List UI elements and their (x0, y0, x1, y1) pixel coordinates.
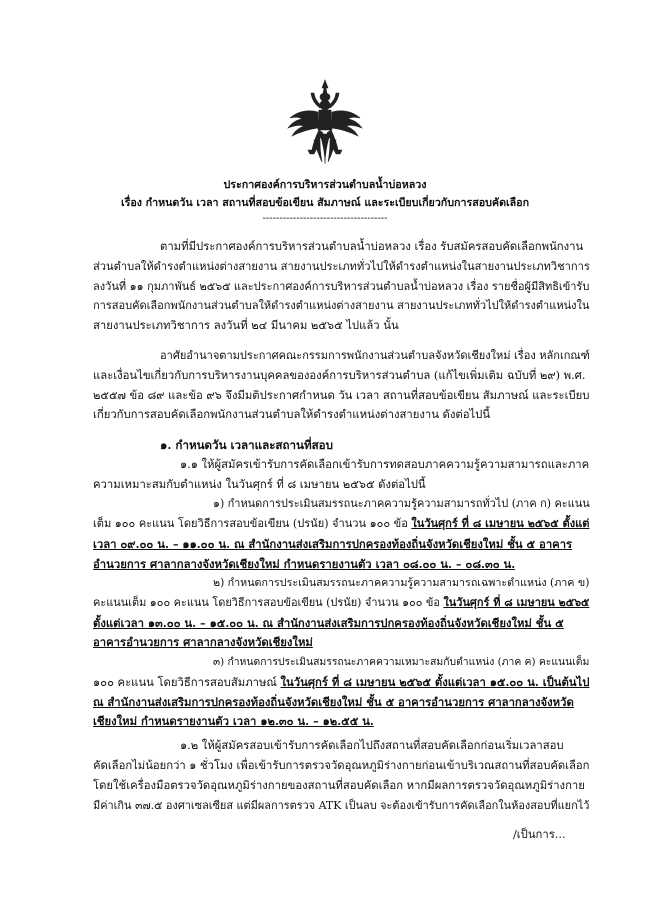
list-item-line: ๑) กำหนดการประเมินสมรรถนะภาคความรู้ความสามารถทั่วไป (ภาค ก) คะแนน (213, 497, 590, 510)
garuda-emblem-icon (284, 78, 366, 168)
list-item-line: ๒) กำหนดการประเมินสมรรถนะภาคความรู้ความสามารถเฉพาะตำแหน่ง (ภาค ข) (213, 576, 590, 589)
exam-venue-emphasis: ณ สำนักงานส่งเสริมการปกครองท้องถิ่นจังหวัดเชียงใหม่ ชั้น ๕ อาคารอำนวยการ ศาลากลางจังหวัด (93, 695, 574, 709)
paragraph-line: ๒๕๕๗ ข้อ ๘๙ และข้อ ๙๖ จึงมีมติประกาศกำหนด วัน เวลา สถานที่สอบข้อเขียน สัมภาษณ์ และระเบียบ (93, 389, 590, 402)
exam-venue-emphasis: เชียงใหม่ กำหนดรายงานตัว เวลา ๑๒.๓๐ น. – ๑๒.๕๕ น. (93, 714, 374, 728)
title-divider: ------------------------------------- (262, 213, 388, 224)
paragraph-line: ๑.๑ ให้ผู้สมัครเข้ารับการคัดเลือกเข้ารับการทดสอบภาคความรู้ความสามารถและภาค (180, 458, 590, 471)
list-item-line: ๓) กำหนดการประเมินสมรรถนะภาคความเหมาะสมกับตำแหน่ง (ภาค ค) คะแนนเต็ม (213, 656, 590, 668)
list-item-line: ๑๐๐ คะแนน โดยวิธีการสอบสัมภาษณ์ ในวันศุกร์ ที่ ๘ เมษายน ๒๕๖๕ ตั้งแต่เวลา ๑๕.๐๐ น. เป็นต้นไป (93, 675, 590, 689)
paragraph-line: สายงานประเภทวิชาการ ลงวันที่ ๒๔ มีนาคม ๒๕๖๕ ไปแล้ว นั้น (93, 319, 399, 332)
continuation-marker: /เป็นการ... (513, 828, 566, 841)
exam-date-emphasis: ในวันศุกร์ ที่ ๘ เมษายน ๒๕๖๕ ตั้งแต่ (411, 517, 590, 530)
list-item-line: เต็ม ๑๐๐ คะแนน โดยวิธีการสอบข้อเขียน (ปรนัย) จำนวน ๑๐๐ ข้อ ในวันศุกร์ ที่ ๘ เมษายน ๒๕๖๕ ตั้งแต่ (93, 517, 590, 530)
paragraph-line: ๑.๒ ให้ผู้สมัครสอบเข้ารับการคัดเลือกไปถึงสถานที่สอบคัดเลือกก่อนเริ่มเวลาสอบ (180, 739, 564, 752)
section-heading: ๑. กำหนดวัน เวลาและสถานที่สอบ (160, 438, 333, 452)
paragraph-line: มีค่าเกิน ๓๗.๕ องศาเซลเซียส แต่มีผลการตรวจ ATK เป็นลบ จะต้องเข้ารับการคัดเลือกในห้องสอบที่แยกไว้ (93, 799, 590, 812)
exam-venue-emphasis: อำนวยการ ศาลากลางจังหวัดเชียงใหม่ กำหนดรายงานตัว เวลา ๐๘.๐๐ น. – ๐๘.๓๐ น. (93, 557, 516, 571)
paragraph-line: ส่วนตำบลให้ดำรงตำแหน่งต่างสายงาน สายงานประเภททั่วไปให้ดำรงตำแหน่งในสายงานประเภทวิชาการ (93, 260, 590, 273)
paragraph-line: โดยใช้เครื่องมือตรวจวัดอุณหภูมิร่างกายของสถานที่สอบคัดเลือก หากมีผลการตรวจวัดอุณหภูมิร่างกาย (93, 779, 585, 792)
paragraph-line: การสอบคัดเลือกพนักงานส่วนตำบลให้ดำรงตำแหน่งต่างสายงาน สายงานประเภททั่วไปให้ดำรงตำแหน่งใน (93, 299, 590, 312)
paragraph-line: และเงื่อนไขเกี่ยวกับการบริหารงานบุคคลขององค์การบริหารส่วนตำบล (แก้ไขเพิ่มเติม ฉบับที่ ๒๙) พ.ศ. (93, 369, 586, 382)
exam-venue-emphasis: ตั้งแต่เวลา ๑๓.๐๐ น. – ๑๕.๐๐ น. ณ สำนักงานส่งเสริมการปกครองท้องถิ่นจังหวัดเชียงใหม่ ชั้น ๕ (93, 616, 564, 630)
exam-date-emphasis: ในวันศุกร์ ที่ ๘ เมษายน ๒๕๖๕ (443, 596, 590, 609)
exam-venue-emphasis: เวลา ๐๙.๐๐ น. – ๑๑.๐๐ น. ณ สำนักงานส่งเสริมการปกครองท้องถิ่นจังหวัดเชียงใหม่ ชั้น ๕ อาคาร (93, 537, 573, 551)
paragraph-line: ความเหมาะสมกับตำแหน่ง ในวันศุกร์ ที่ ๘ เมษายน ๒๕๖๕ ดังต่อไปนี้ (93, 478, 426, 491)
list-item-line: คะแนนเต็ม ๑๐๐ คะแนน โดยวิธีการสอบข้อเขียน (ปรนัย) จำนวน ๑๐๐ ข้อ ในวันศุกร์ ที่ ๘ เมษายน ๒๕๖๕ (93, 596, 590, 609)
paragraph-line: คัดเลือกไม่น้อยกว่า ๑ ชั่วโมง เพื่อเข้ารับการตรวจวัดอุณหภูมิร่างกายก่อนเข้าบริเวณสถานที่สอบคัดเลือก (93, 759, 590, 772)
exam-venue-emphasis: อาคารอำนวยการ ศาลากลางจังหวัดเชียงใหม่ (93, 635, 313, 649)
paragraph-line: เกี่ยวกับการสอบคัดเลือกพนักงานส่วนตำบลให้ดำรงตำแหน่งต่างสายงาน ดังต่อไปนี้ (93, 408, 491, 421)
paragraph-line: ตามที่มีประกาศองค์การบริหารส่วนตำบลน้ำบ่อหลวง เรื่อง รับสมัครสอบคัดเลือกพนักงาน (160, 240, 584, 253)
announcement-subject: เรื่อง กำหนดวัน เวลา สถานที่สอบข้อเขียน สัมภาษณ์ และระเบียบเกี่ยวกับการสอบคัดเลือก (120, 196, 530, 209)
paragraph-line: ลงวันที่ ๑๑ กุมภาพันธ์ ๒๕๖๕ และประกาศองค์การบริหารส่วนตำบลน้ำบ่อหลวง เรื่อง รายชื่อผู้มีสิทธิเข้ารับ (93, 280, 590, 293)
announcement-title: ประกาศองค์การบริหารส่วนตำบลน้ำบ่อหลวง (223, 178, 427, 191)
paragraph-line: อาศัยอำนาจตามประกาศคณะกรรมการพนักงานส่วนตำบลจังหวัดเชียงใหม่ เรื่อง หลักเกณฑ์ (160, 349, 590, 362)
exam-date-emphasis: ในวันศุกร์ ที่ ๘ เมษายน ๒๕๖๕ ตั้งแต่เวลา ๑๕.๐๐ น. เป็นต้นไป (280, 675, 590, 689)
